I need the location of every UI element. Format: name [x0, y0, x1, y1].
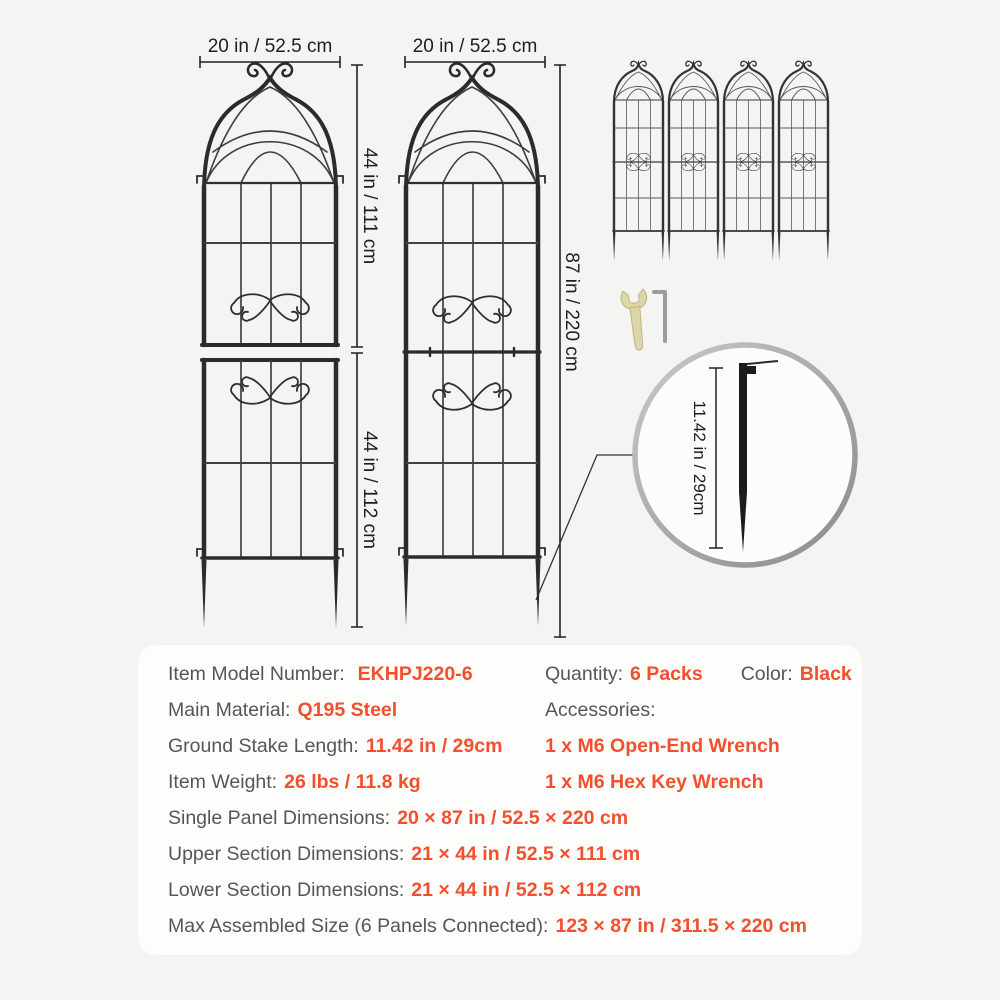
max-assembled-label: Max Assembled Size (6 Panels Connected):	[168, 914, 549, 937]
spec-row-3	[168, 728, 832, 764]
open-end-wrench-icon	[620, 289, 652, 351]
dim-label-stake-length: 11.42 in / 29cm	[690, 400, 709, 516]
spec-row-8	[168, 908, 832, 944]
lower-section-value: 21 × 44 in / 52.5 × 112 cm	[411, 878, 642, 901]
spec-row-4	[168, 764, 832, 800]
color-value: Black	[799, 662, 852, 685]
spec-row-7	[168, 872, 832, 908]
hex-key-icon	[654, 292, 665, 341]
spec-row-2	[168, 692, 832, 728]
upper-section-label: Upper Section Dimensions:	[168, 842, 405, 865]
material-value: Q195 Steel	[297, 698, 398, 721]
four-panel-pack-illustration	[613, 61, 829, 261]
accessories-label: Accessories:	[545, 698, 656, 721]
item-model-value: EKHPJ220-6	[357, 662, 473, 685]
two-section-panel-diagram	[197, 63, 343, 628]
single-panel-label: Single Panel Dimensions:	[168, 806, 391, 829]
spec-row-5	[168, 800, 832, 836]
dim-label-upper-height: 44 in / 111 cm	[359, 147, 380, 265]
spec-row-6	[168, 836, 832, 872]
color-label: Color:	[740, 662, 793, 685]
single-panel-value: 20 × 87 in / 52.5 × 220 cm	[397, 806, 629, 829]
spec-panel	[138, 645, 862, 955]
dim-label-panel2-width: 20 in / 52.5 cm	[412, 36, 538, 57]
quantity-value: 6 Packs	[630, 662, 703, 685]
lower-section-label: Lower Section Dimensions:	[168, 878, 405, 901]
stake-length-value: 11.42 in / 29cm	[365, 734, 503, 757]
upper-section-value: 21 × 44 in / 52.5 × 111 cm	[411, 842, 641, 865]
stake-length-label: Ground Stake Length:	[168, 734, 359, 757]
max-assembled-value: 123 × 87 in / 311.5 × 220 cm	[555, 914, 807, 937]
full-panel-diagram	[399, 63, 545, 626]
weight-label: Item Weight:	[168, 770, 278, 793]
quantity-label: Quantity:	[545, 662, 624, 685]
accessory-2: 1 x M6 Hex Key Wrench	[545, 770, 764, 793]
dim-label-total-height: 87 in / 220 cm	[561, 252, 582, 372]
magnifier-leader-line	[536, 455, 634, 600]
dim-label-lower-height: 44 in / 112 cm	[359, 431, 380, 549]
stake-detail-magnifier	[635, 345, 855, 565]
spec-row-1	[168, 656, 852, 692]
accessory-1: 1 x M6 Open-End Wrench	[545, 734, 780, 757]
weight-value: 26 lbs / 11.8 kg	[284, 770, 421, 793]
dim-label-panel1-width: 20 in / 52.5 cm	[207, 36, 333, 57]
item-model-label: Item Model Number:	[168, 662, 345, 685]
material-label: Main Material:	[168, 698, 291, 721]
